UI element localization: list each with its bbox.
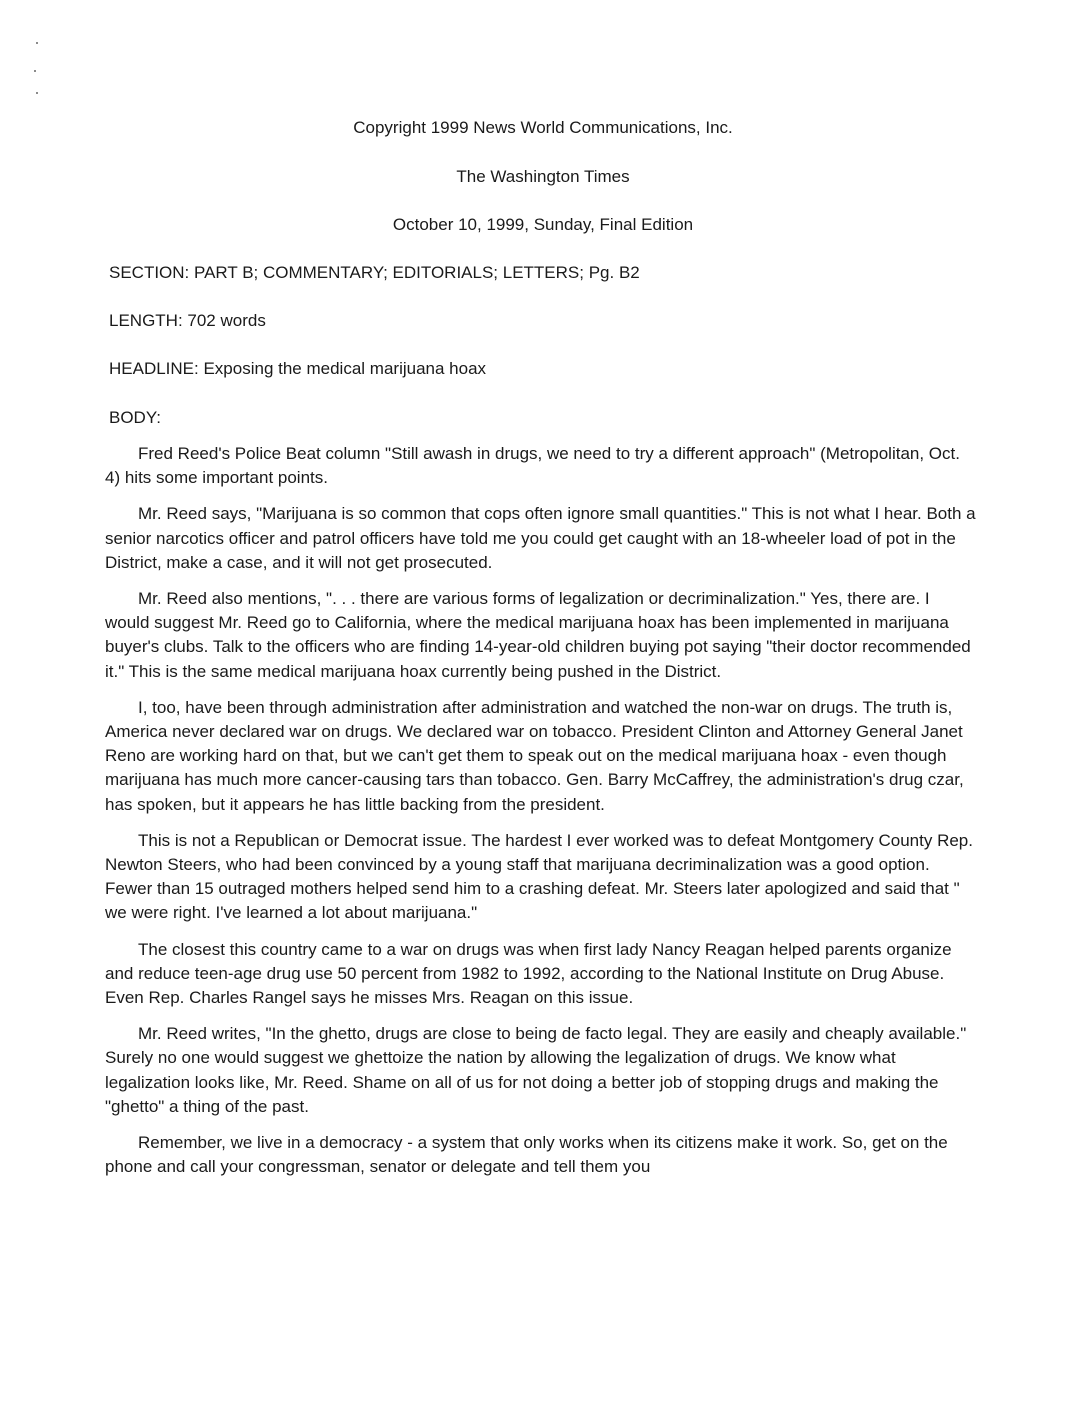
length-line: LENGTH: 702 words (109, 311, 266, 330)
section-line: SECTION: PART B; COMMENTARY; EDITORIALS; LETTERS; Pg. B2 (109, 263, 640, 282)
publication-name: The Washington Times (456, 167, 630, 186)
scan-speck (36, 92, 38, 94)
body-paragraph: Remember, we live in a democracy - a system that only works when its citizens make it work. So, get on the phone and call your congressman, senator or delegate and tell them you (105, 1133, 948, 1177)
body-label: BODY: (109, 408, 161, 427)
headline: HEADLINE: Exposing the medical marijuana hoax (109, 359, 487, 378)
body-paragraph: This is not a Republican or Democrat issue. The hardest I ever worked was to defeat Montgomery County Rep. Newton Steers, who had been convinced by a young staff that marijuana decriminalization was a good option. Fewer than 15 outraged mothers helped send him to a crashing defeat. Mr. Steers later apologized and said that " we were right. I've learned a lot about marijuana." (105, 830, 973, 923)
copyright-line: Copyright 1999 News World Communications, Inc. (353, 118, 733, 137)
body-paragraph: The closest this country came to a war on drugs was when first lady Nancy Reagan helped parents organize and reduce teen-age drug use 50 percent from 1982 to 1992, according to the National Institute on Drug Abuse. Even Rep. Charles Rangel says he misses Mrs. Reagan on this issue. (105, 939, 952, 1008)
article-body (105, 442, 977, 1191)
publication-date: October 10, 1999, Sunday, Final Edition (392, 215, 694, 234)
body-paragraph: I, too, have been through administration after administration and watched the non-war on drugs. The truth is, America never declared war on drugs. We declared war on tobacco. President Clinton and Attorney General Janet Reno are working hard on that, but we can't get them to speak out on the medical marijuana hoax - even though marijuana has much more cancer-causing tars than tobacco. Gen. Barry McCaffrey, the administration's drug czar, has spoken, but it appears he has little backing from the president. (105, 697, 964, 814)
body-paragraph: Mr. Reed says, "Marijuana is so common that cops often ignore small quantities." This is not what I hear. Both a senior narcotics officer and patrol officers have told me you could get caught with an 18-wheeler load of pot in the District, make a case, and it will not get prosecuted. (105, 504, 976, 572)
body-paragraph: Fred Reed's Police Beat column "Still awash in drugs, we need to try a different approach" (Metropolitan, Oct. 4) hits some important points. (105, 444, 960, 488)
body-paragraph: Mr. Reed writes, "In the ghetto, drugs are close to being de facto legal. They are easily and cheaply available." Surely no one would suggest we ghettoize the nation by allowing the legalization of drugs. We know what legalization looks like, Mr. Reed. Shame on all of us for not doing a better job of stopping drugs and making the "ghetto" a thing of the past. (105, 1024, 967, 1116)
body-paragraph: Mr. Reed also mentions, ". . . there are various forms of legalization or decriminalization." Yes, there are. I would suggest Mr. Reed go to California, where the medical marijuana hoax has been implemented in marijuana buyer's clubs. Talk to the officers who are finding 14-year-old children buying pot saying "their doctor recommended it." This is the same medical marijuana hoax currently being pushed in the District. (105, 589, 971, 681)
scan-speck (34, 70, 36, 72)
scan-speck (36, 42, 38, 44)
